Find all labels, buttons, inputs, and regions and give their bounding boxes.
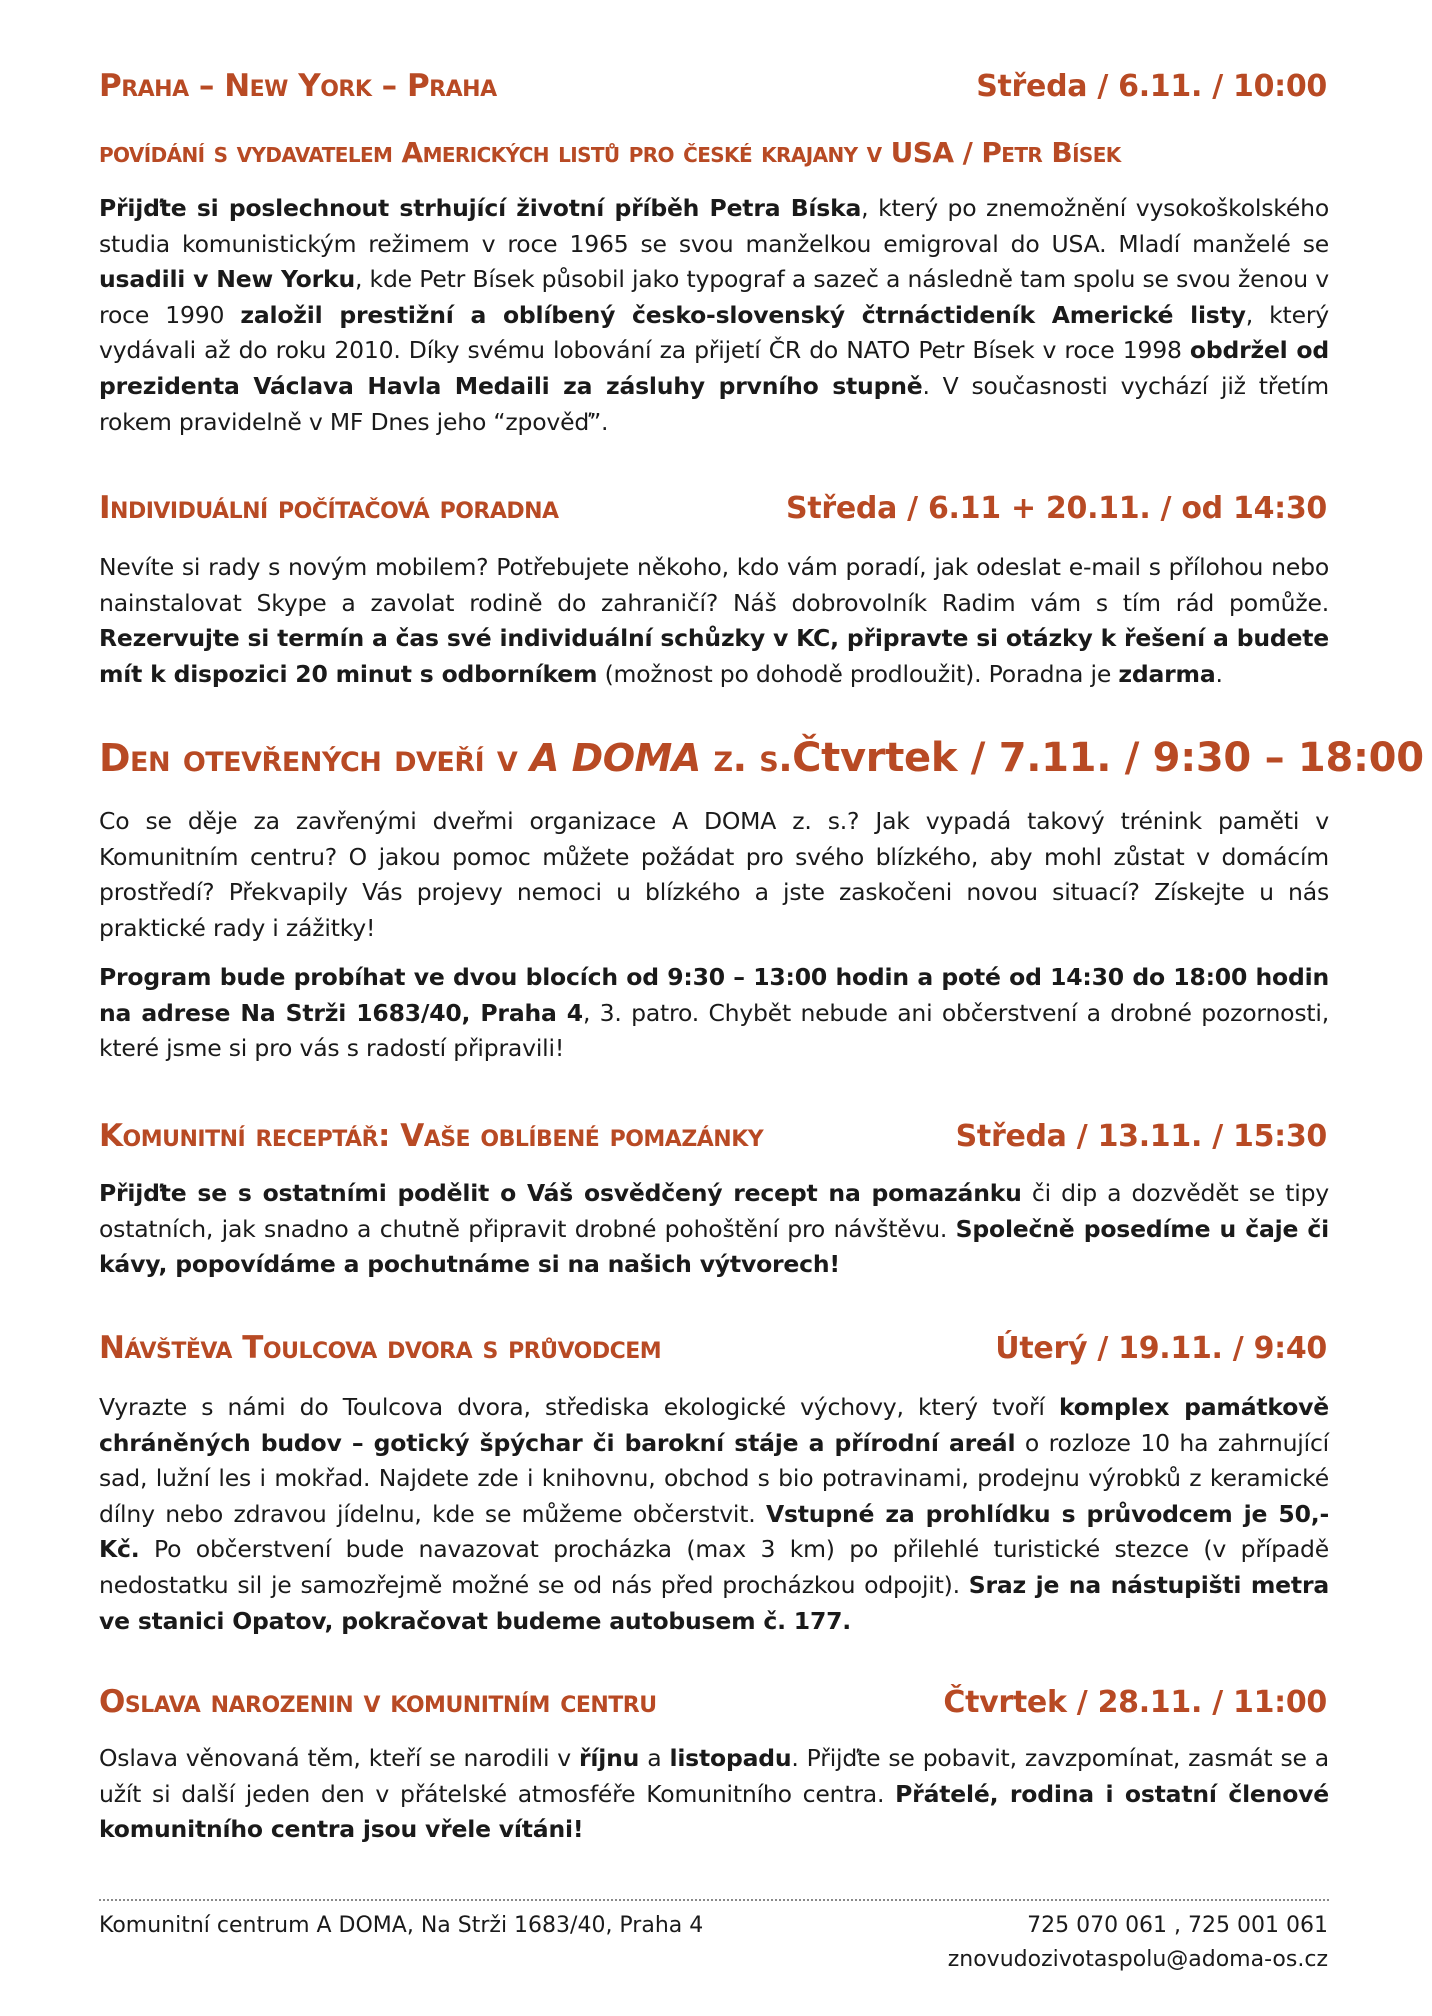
event-date: Středa / 6.11 + 20.11. / od 14:30 (786, 491, 1327, 526)
footer-phones: 725 070 061 , 725 001 061 (1027, 1913, 1328, 1938)
bold-text: listopadu (669, 1744, 792, 1772)
bold-text: Společně posedíme u čaje či kávy, popovídáme a pochutnáme si na našich výtvorech! (99, 1214, 1329, 1279)
body-text: . Přijďte se pobavit, zavzpomínat, zasmát se a užít si další jeden den v přátelské atmosféře Komunitního centra. (99, 1744, 1329, 1808)
event-date: Čtvrtek / 28.11. / 11:00 (943, 1685, 1327, 1720)
event-description (99, 960, 1329, 1067)
bold-text: Přijďte se s ostatními podělit o Váš osvědčený recept na pomazánku (99, 1179, 1022, 1207)
body-text: Po občerstvení bude navazovat procházka (max 3 km) po přilehlé turistické stezce (v případě nedostatku sil je samozřejmě možné se od nás před procházkou odpojit). (99, 1535, 1329, 1599)
bold-text: Program bude probíhat ve dvou blocích od 9:30 – 13:00 hodin a poté od 14:30 do 18:00 hodin na adrese Na Strži 1683/40, Praha 4 (99, 963, 1329, 1027)
event-heading (99, 1684, 1327, 1720)
bold-text: založil prestižní a oblíbený česko-slovenský čtrnáctideník Americké listy (240, 300, 1246, 329)
bold-text: komplex památkově chráněných budov – gotický špýchar či barokní stáje a přírodní areál (99, 1393, 1330, 1457)
body-text: , kde Petr Bísek působil jako typograf a sazeč a následně tam spolu se svou ženou v roce 1990 (99, 265, 1329, 329)
body-text: o rozloze 10 ha zahrnující sad, lužní les i mokřad. Najdete zde i knihovnu, obchod s bio potravinami, prodejnu výrobků z keramické dílny nebo zdravou jídelnu, kde se můžeme občerstvit. (99, 1428, 1329, 1528)
event-date: Středa / 13.11. / 15:30 (955, 1119, 1327, 1154)
bold-text: obdržel od prezidenta Václava Havla Medaili za zásluhy prvního stupně (99, 336, 1329, 400)
body-text: a (639, 1744, 670, 1772)
bold-text: Přijďte si poslechnout strhující životní příběh Petra Bíska (99, 194, 862, 222)
body-text: , který vydávali až do roku 2010. Díky svému lobování za přijetí ČR do NATO Petr Bísek v roce 1998 (99, 300, 1329, 365)
event-title: Individuální počítačová poradna (99, 490, 559, 526)
footer-email[interactable]: znovudozivotaspolu@adoma-os.cz (947, 1947, 1328, 1972)
event-description (99, 1390, 1329, 1639)
event-description (99, 191, 1329, 440)
bold-text: Rezervujte si termín a čas své individuální schůzky v KC, připravte si otázky k řešení a budete mít k dispozici 20 minut s odborníkem (99, 624, 1329, 688)
body-text: . V současnosti vychází již třetím rokem pravidelně v MF Dnes jeho “zpověď”. (99, 371, 1329, 436)
event-description (99, 804, 1329, 946)
event-date: Čtvrtek / 7.11. / 9:30 – 18:00 (792, 735, 1424, 781)
event-description (99, 1741, 1329, 1848)
body-text: (možnost po dohodě prodloužit). Poradna je (597, 659, 1119, 688)
body-text: Nevíte si rady s novým mobilem? Potřebujete někoho, kdo vám poradí, jak odeslat e-mail s přílohou nebo nainstalovat Skype a zavolat rodině do zahraničí? Náš dobrovolník Radim vám s tím rád pomůže. (99, 553, 1329, 617)
event-heading (99, 1330, 1327, 1366)
footer-divider (99, 1899, 1329, 1901)
body-text: , který po znemožnění vysokoškolského studia komunistickým režimem v roce 1965 se svou manželkou emigroval do USA. Mladí manželé se (99, 194, 1329, 258)
event-heading (99, 1118, 1327, 1154)
bold-text: usadili v New Yorku (99, 265, 355, 294)
event-title: Oslava narozenin v komunitním centru (99, 1684, 657, 1720)
event-description (99, 550, 1329, 692)
body-text: Oslava věnovaná těm, kteří se narodili v (99, 1744, 580, 1772)
body-text: , 3. patro. Chybět nebude ani občerstvení a drobné pozornosti, které jsme si pro vás s radostí připravili! (99, 998, 1330, 1063)
footer-address: Komunitní centrum A DOMA, Na Strži 1683/40, Praha 4 (99, 1913, 704, 1938)
event-description (99, 1176, 1329, 1283)
body-text: Co se děje za zavřenými dveřmi organizace A DOMA z. s.? Jak vypadá takový trénink paměti v Komunitním centru? O jakou pomoc můžete požádat pro svého blízkého, aby mohl zůstat v domácím prostředí? Překvapily Vás projevy nemoci u blízkého a jste zaskočeni novou situací? Získejte u nás praktické rady i zážitky! (99, 807, 1329, 942)
event-date: Středa / 6.11. / 10:00 (976, 69, 1327, 104)
event-date: Úterý / 19.11. / 9:40 (995, 1331, 1327, 1366)
event-heading (99, 68, 1327, 104)
event-title: Praha – New York – Praha (99, 68, 497, 104)
body-text: . (1215, 659, 1223, 688)
event-title-org: A DOMA (530, 736, 701, 780)
bold-text: říjnu (579, 1744, 640, 1772)
bold-text: Přátelé, rodina i ostatní členové komunitního centra jsou vřele vítáni! (99, 1779, 1329, 1844)
bold-text: zdarma (1118, 659, 1216, 688)
event-title-text: Den otevřených dveří v (99, 736, 518, 780)
event-title: Návštěva Toulcova dvora s průvodcem (99, 1330, 662, 1366)
body-text: Vyrazte s námi do Toulcova dvora, střediska ekologické výchovy, který tvoří (99, 1393, 1059, 1421)
event-title-tail: z. s. (713, 736, 793, 780)
event-title: Komunitní receptář: Vaše oblíbené pomazánky (99, 1118, 764, 1154)
bold-text: Vstupné za prohlídku s průvodcem je 50,- Kč. (99, 1499, 1329, 1564)
body-text: či dip a dozvědět se tipy ostatních, jak snadno a chutně připravit drobné pohoštění pro návštěvu. (99, 1179, 1330, 1243)
event-heading (99, 490, 1327, 526)
bold-text: Sraz je na nástupišti metra ve stanici Opatov, pokračovat budeme autobusem č. 177. (99, 1570, 1329, 1635)
event-subtitle: povídání s vydavatelem Amerických listů pro české krajany v USA / Petr Bísek (99, 136, 1121, 169)
event-title (99, 736, 792, 780)
event-heading (99, 735, 1424, 781)
